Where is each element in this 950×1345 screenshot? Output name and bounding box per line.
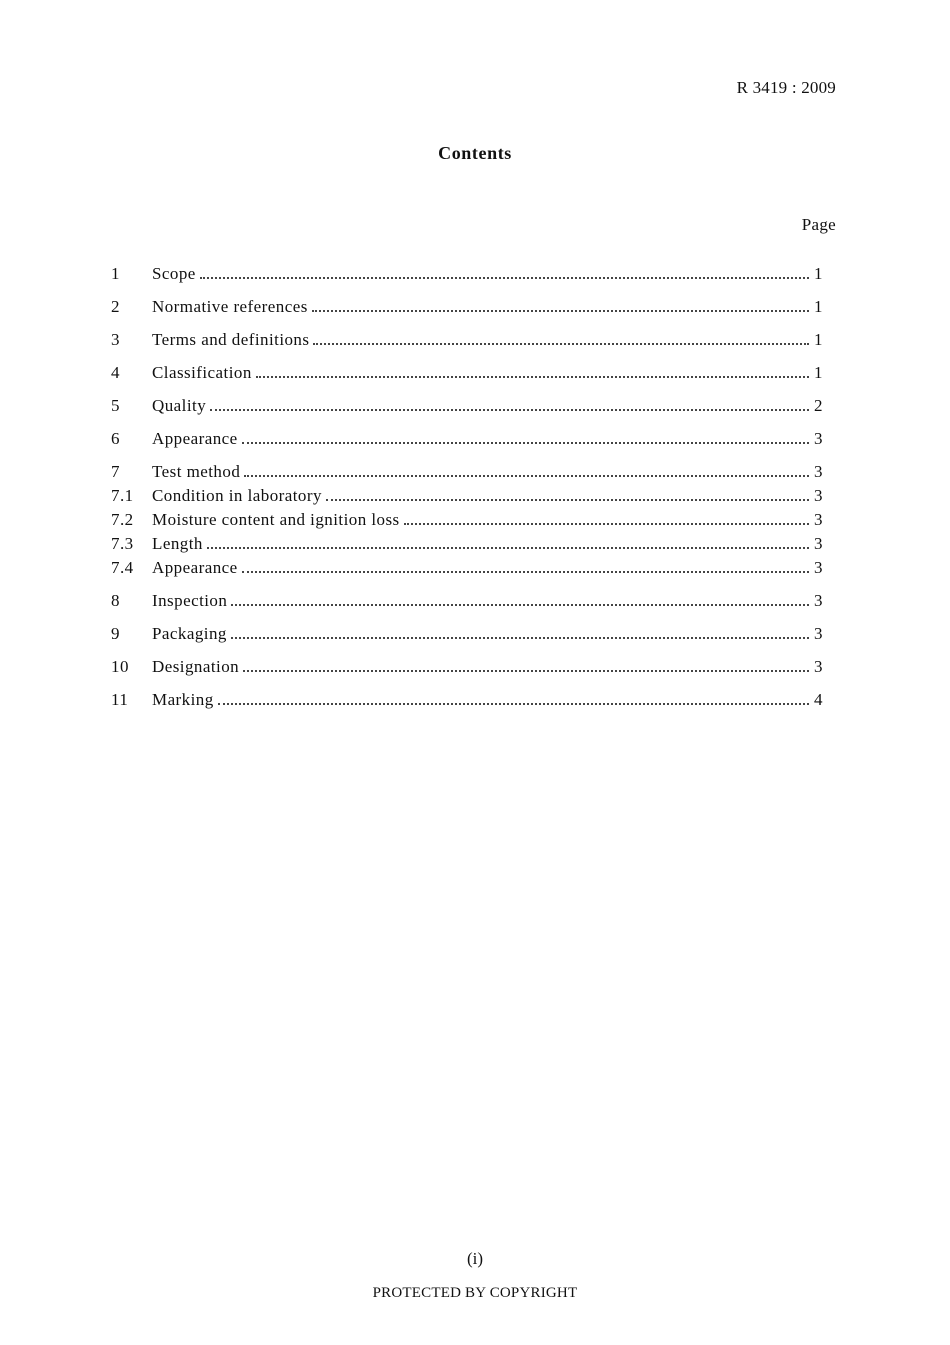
toc-entry-title: Condition in laboratory bbox=[152, 486, 322, 505]
toc-entry-1 bbox=[111, 264, 823, 288]
toc-entry-number: 7.1 bbox=[111, 486, 134, 505]
toc-entry-7-2 bbox=[111, 510, 823, 534]
toc-entry-page: 1 bbox=[814, 330, 823, 349]
dot-leader bbox=[313, 343, 809, 345]
toc-entry-4 bbox=[111, 363, 823, 387]
toc-entry-page: 4 bbox=[814, 690, 823, 709]
toc-entry-title: Packaging bbox=[152, 624, 227, 643]
dot-leader bbox=[326, 499, 809, 501]
toc-entry-5 bbox=[111, 396, 823, 420]
page-folio: (i) bbox=[466, 1249, 484, 1268]
toc-entry-9 bbox=[111, 624, 823, 648]
toc-entry-title: Appearance bbox=[152, 558, 238, 577]
toc-entry-title: Length bbox=[152, 534, 203, 553]
dot-leader bbox=[242, 571, 809, 573]
toc-entry-page: 3 bbox=[814, 624, 823, 643]
toc-entry-number: 1 bbox=[111, 264, 120, 283]
toc-entry-10 bbox=[111, 657, 823, 681]
table-of-contents bbox=[111, 264, 823, 714]
toc-entry-page: 3 bbox=[814, 510, 823, 529]
toc-entry-8 bbox=[111, 591, 823, 615]
toc-entry-2 bbox=[111, 297, 823, 321]
toc-entry-title: Classification bbox=[152, 363, 252, 382]
toc-entry-title: Designation bbox=[152, 657, 240, 676]
toc-entry-page: 3 bbox=[814, 429, 823, 448]
toc-entry-title: Inspection bbox=[152, 591, 228, 610]
toc-entry-title: Scope bbox=[152, 264, 196, 283]
toc-entry-page: 3 bbox=[814, 534, 823, 553]
toc-entry-title: Quality bbox=[152, 396, 207, 415]
toc-entry-page: 1 bbox=[814, 363, 823, 382]
toc-entry-title: Appearance bbox=[152, 429, 238, 448]
toc-entry-title: Test method bbox=[152, 462, 241, 481]
toc-entry-title: Terms and definitions bbox=[152, 330, 310, 349]
toc-entry-number: 8 bbox=[111, 591, 120, 610]
toc-entry-title: Normative references bbox=[152, 297, 308, 316]
page-column-heading: Page bbox=[801, 215, 836, 234]
toc-entry-number: 7.2 bbox=[111, 510, 134, 529]
toc-entry-page: 3 bbox=[814, 486, 823, 505]
toc-entry-page: 3 bbox=[814, 657, 823, 676]
toc-entry-page: 3 bbox=[814, 558, 823, 577]
dot-leader bbox=[231, 637, 809, 639]
document-id: R 3419 : 2009 bbox=[736, 78, 836, 97]
toc-entry-page: 2 bbox=[814, 396, 823, 415]
toc-entry-number: 11 bbox=[111, 690, 129, 709]
toc-entry-7 bbox=[111, 462, 823, 486]
toc-entry-number: 5 bbox=[111, 396, 120, 415]
toc-title: Contents bbox=[438, 143, 512, 163]
toc-entry-number: 9 bbox=[111, 624, 120, 643]
toc-entry-7-1 bbox=[111, 486, 823, 510]
dot-leader bbox=[256, 376, 809, 378]
toc-entry-7-3 bbox=[111, 534, 823, 558]
toc-entry-number: 7.3 bbox=[111, 534, 134, 553]
dot-leader bbox=[207, 547, 809, 549]
dot-leader bbox=[242, 442, 809, 444]
toc-entry-title: Moisture content and ignition loss bbox=[152, 510, 400, 529]
toc-entry-number: 3 bbox=[111, 330, 120, 349]
toc-entry-6 bbox=[111, 429, 823, 453]
toc-entry-page: 1 bbox=[814, 264, 823, 283]
toc-entry-number: 6 bbox=[111, 429, 120, 448]
toc-entry-page: 3 bbox=[814, 462, 823, 481]
toc-entry-title: Marking bbox=[152, 690, 214, 709]
dot-leader bbox=[243, 670, 809, 672]
dot-leader bbox=[218, 703, 809, 705]
toc-entry-number: 4 bbox=[111, 363, 120, 382]
toc-entry-11 bbox=[111, 690, 823, 714]
dot-leader bbox=[210, 409, 809, 411]
toc-entry-number: 7.4 bbox=[111, 558, 134, 577]
toc-entry-number: 10 bbox=[111, 657, 129, 676]
toc-entry-number: 7 bbox=[111, 462, 120, 481]
toc-entry-page: 3 bbox=[814, 591, 823, 610]
toc-entry-page: 1 bbox=[814, 297, 823, 316]
toc-entry-7-4 bbox=[111, 558, 823, 582]
toc-entry-3 bbox=[111, 330, 823, 354]
dot-leader bbox=[231, 604, 809, 606]
copyright-notice: PROTECTED BY COPYRIGHT bbox=[372, 1285, 578, 1301]
dot-leader bbox=[404, 523, 809, 525]
toc-entry-number: 2 bbox=[111, 297, 120, 316]
dot-leader bbox=[200, 277, 809, 279]
dot-leader bbox=[244, 475, 809, 477]
dot-leader bbox=[312, 310, 809, 312]
